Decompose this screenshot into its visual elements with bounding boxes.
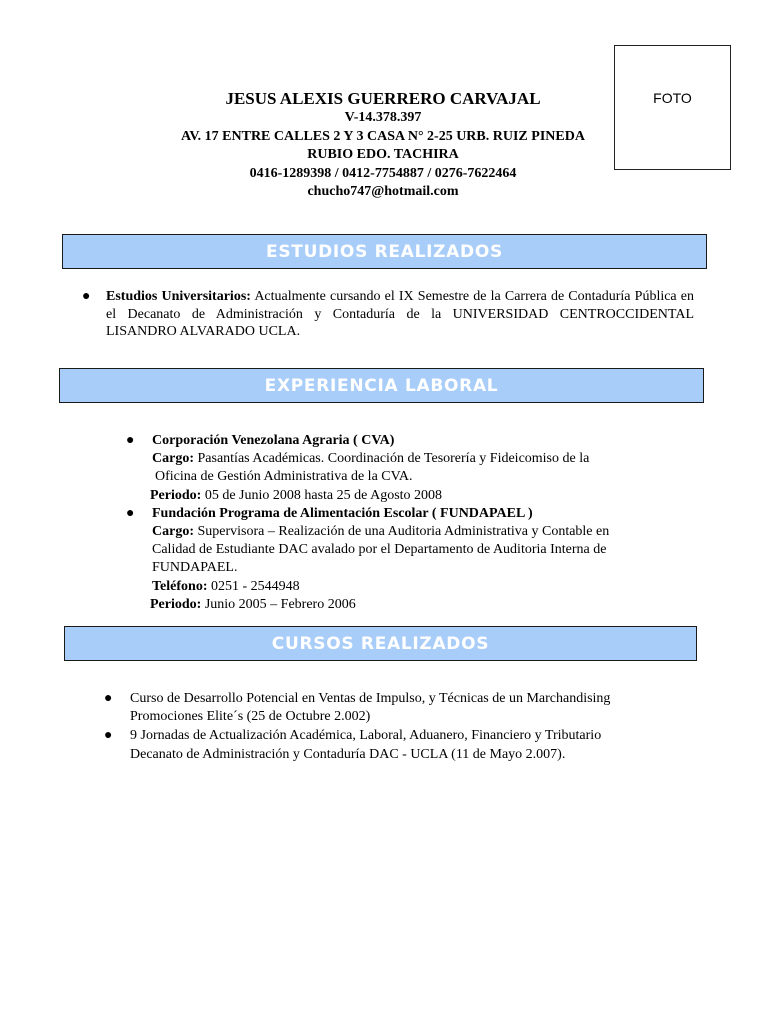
- experience-list: [126, 432, 646, 614]
- telefono-label: Teléfono:: [152, 578, 208, 594]
- cargo-text-continued: FUNDAPAEL.: [152, 560, 238, 576]
- cargo-text: Supervisora – Realización de una Auditoria Administrativa y Contable en: [197, 524, 610, 540]
- cargo-text-continued: Oficina de Gestión Administrativa de la CVA.: [155, 469, 413, 485]
- applicant-id: V-14.378.397: [344, 110, 422, 125]
- applicant-name: JESUS ALEXIS GUERRERO CARVAJAL: [225, 89, 541, 108]
- company-name: Corporación Venezolana Agraria ( CVA): [152, 433, 395, 448]
- cargo-text: Pasantías Académicas. Coordinación de Tesorería y Fideicomiso de la: [197, 451, 590, 467]
- experience-item-cva: [126, 432, 646, 505]
- section-bar-experience: [59, 368, 704, 403]
- contact-header: [150, 89, 616, 202]
- bullet-icon: ●: [126, 505, 135, 521]
- section-title-studies: ESTUDIOS REALIZADOS: [266, 241, 503, 262]
- phone-numbers: 0416-1289398 / 0412-7754887 / 0276-7622464: [249, 165, 517, 181]
- bullet-icon: ●: [104, 728, 113, 744]
- course-text: Curso de Desarrollo Potencial en Ventas de Impulso, y Técnicas de un Marchandising: [130, 691, 611, 706]
- address-line-2: RUBIO EDO. TACHIRA: [307, 147, 459, 162]
- email-address: chucho747@hotmail.com: [307, 184, 459, 199]
- periodo-value: 05 de Junio 2008 hasta 25 de Agosto 2008: [204, 487, 443, 503]
- studies-text: Actualmente cursando el IX Semestre de la Carrera de Contaduría Pública en el Decanato de Administración y Contaduría de la UNIVERSIDAD CENTROCCIDENTAL LISANDRO ALVARADO UCLA.: [106, 289, 694, 339]
- cargo-label: Cargo:: [152, 451, 194, 467]
- periodo-value: Junio 2005 – Febrero 2006: [204, 596, 356, 612]
- bullet-icon: ●: [104, 691, 113, 706]
- section-title-experience: EXPERIENCIA LABORAL: [264, 375, 499, 396]
- address-line-1: AV. 17 ENTRE CALLES 2 Y 3 CASA N° 2-25 URB. RUIZ PINEDA: [181, 128, 585, 144]
- experience-item-fundapael: [126, 505, 646, 614]
- cargo-text-continued: Calidad de Estudiante DAC avalado por el Departamento de Auditoria Interna de: [152, 542, 607, 558]
- periodo-label: Periodo:: [150, 487, 202, 503]
- photo-label: FOTO: [653, 90, 692, 106]
- course-item: [104, 690, 664, 726]
- course-item: [104, 727, 664, 763]
- section-title-courses: CURSOS REALIZADOS: [271, 633, 490, 654]
- periodo-label: Periodo:: [150, 596, 202, 612]
- section-bar-studies: [62, 234, 707, 269]
- studies-label: Estudios Universitarios:: [106, 289, 251, 304]
- course-text: 9 Jornadas de Actualización Académica, Laboral, Aduanero, Financiero y Tributario: [130, 728, 602, 744]
- course-text-continued: Promociones Elite´s (25 de Octubre 2.002): [130, 709, 371, 725]
- course-text-continued: Decanato de Administración y Contaduría DAC - UCLA (11 de Mayo 2.007).: [130, 746, 566, 762]
- studies-entry: [82, 288, 694, 341]
- bullet-icon: ●: [82, 289, 91, 304]
- bullet-icon: ●: [126, 433, 135, 448]
- courses-list: [104, 690, 664, 765]
- cargo-label: Cargo:: [152, 524, 194, 540]
- telefono-value: 0251 - 2544948: [210, 578, 300, 594]
- photo-placeholder: [614, 45, 731, 170]
- company-name: Fundación Programa de Alimentación Escolar ( FUNDAPAEL ): [152, 505, 533, 521]
- section-bar-courses: [64, 626, 697, 661]
